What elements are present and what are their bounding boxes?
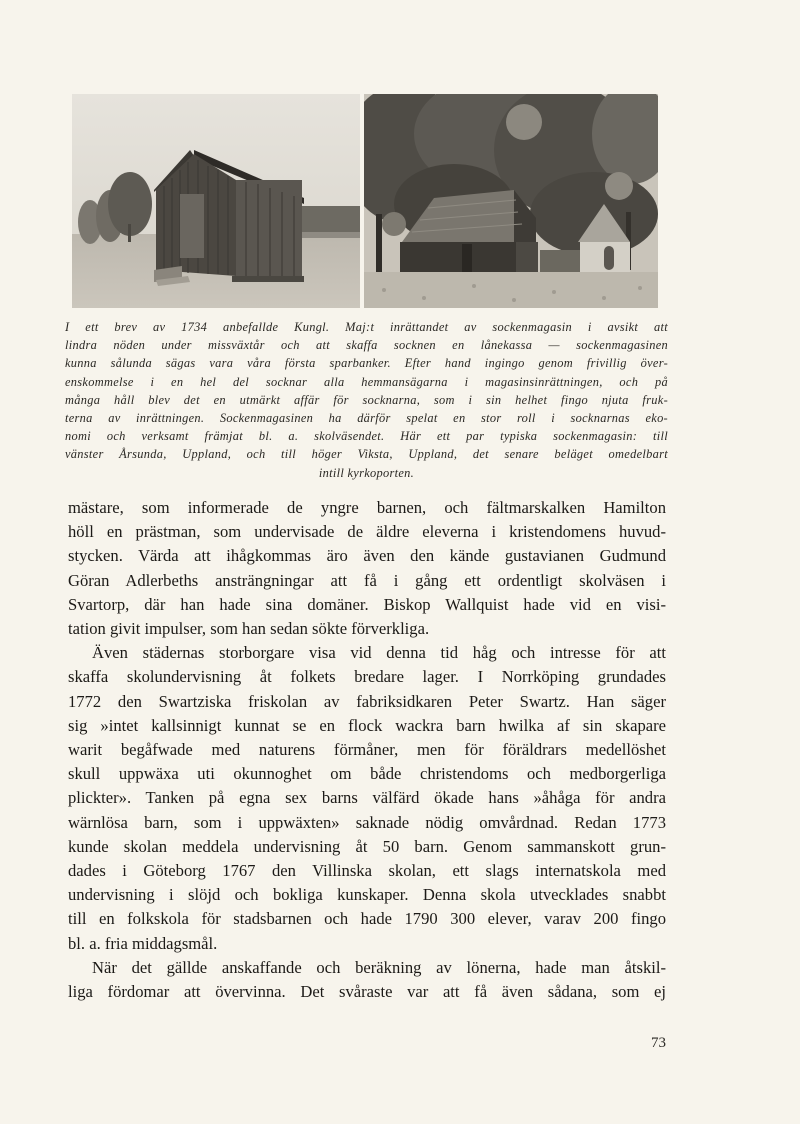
text-line: till en folkskola för stadsbarnen och hade 1790 300 elever, varav 200 fingo (68, 909, 666, 929)
caption-line: nomi och verksamt främjat bl. a. skolväsendet. Här ett par typiska sockenmagasin: till (65, 429, 668, 444)
text-line: När det gällde anskaffande och beräkning av lönerna, hade man åtskil- (92, 957, 666, 977)
text-line: Även städernas storborgare visa vid denna tid håg och intresse för att (92, 643, 666, 663)
text-line: liga fördomar att övervinna. Det svåraste var att få även sådana, som ej (68, 982, 666, 1002)
text-line: Göran Adlerbeths ansträngningar att få i gång ett ordentligt skolväsen i (68, 570, 666, 590)
caption-line: lindra nöden under missväxtår och att skaffa socknen en lånekassa — sockenmagasinen (65, 338, 668, 353)
text-line: 1772 den Swartziska friskolan av fabriksidkaren Peter Swartz. Han säger (68, 691, 666, 711)
text-line: undervisning i slöjd och bokliga kunskaper. Denna skola utvecklades snabbt (68, 885, 666, 905)
text-line: dades i Göteborg 1767 den Villinska skolan, ett slags internatskola med (68, 861, 666, 881)
body-text (68, 496, 666, 1004)
text-line: plickter». Tanken på egna sex barns välfärd ökade hans »åhåga för andra (68, 788, 666, 808)
text-line: skull uppwäxa uti okunnoghet om både christendoms och medborgerliga (68, 764, 666, 784)
caption-line: terna av inrättningen. Sockenmagasinen ha därför spelat en stor roll i socknarnas eko- (65, 411, 668, 426)
text-line: höll en prästman, som undervisade de äldre eleverna i kristendomens huvud- (68, 522, 666, 542)
text-line: warit begåfwade med naturens förmåner, men för föräldrars medellöshet (68, 740, 666, 760)
text-line: stycken. Värda att ihågkommas äro även den kände gustavianen Gudmund (68, 546, 666, 566)
caption-line: vänster Årsunda, Uppland, och till höger Viksta, Uppland, det senare beläget omedelbart (65, 447, 668, 462)
text-line: tation givit impulser, som han sedan sökte förverkliga. (68, 619, 430, 639)
caption-line: kunna sålunda sägas vara våra första sparbanker. Efter hand ingingo genom frivillig över- (65, 356, 668, 371)
photo-right (364, 94, 658, 308)
figure-caption (65, 318, 668, 482)
text-line: sig »intet kallsinnigt kunnat se en flock wackra barn hwilka af sin skapare (68, 715, 666, 735)
photo-left (72, 94, 360, 308)
text-line: bl. a. fria middagsmål. (68, 933, 218, 953)
photo-pair (72, 94, 658, 308)
caption-line: intill kyrkoporten. (318, 465, 415, 480)
text-line: kunde skolan meddela undervisning åt 50 barn. Genom sammanskott grun- (68, 836, 666, 856)
caption-line: enskommelse i en hel del socknar alla hemmansägarna i magasinsinrättningen, och på (65, 374, 668, 389)
text-line: Svartorp, där han hade sina domäner. Biskop Wallquist hade vid en visi- (68, 594, 666, 614)
caption-line: I ett brev av 1734 anbefallde Kungl. Maj:t inrättandet av sockenmagasin i avsikt att (65, 320, 668, 334)
text-line: skaffa skolundervisning åt folkets bredare lager. I Norrköping grundades (68, 667, 666, 687)
text-line: mästare, som informerade de yngre barnen, och fältmarskalken Hamilton (68, 498, 666, 517)
caption-line: många håll blev det en utmärkt affär för socknarna, som i sin helhet fingo njuta fruk- (65, 392, 668, 407)
page-number: 73 (651, 1035, 666, 1051)
text-line: wärnlösa barn, som i uppwäxten» saknade nödig omvårdnad. Redan 1773 (68, 812, 666, 832)
